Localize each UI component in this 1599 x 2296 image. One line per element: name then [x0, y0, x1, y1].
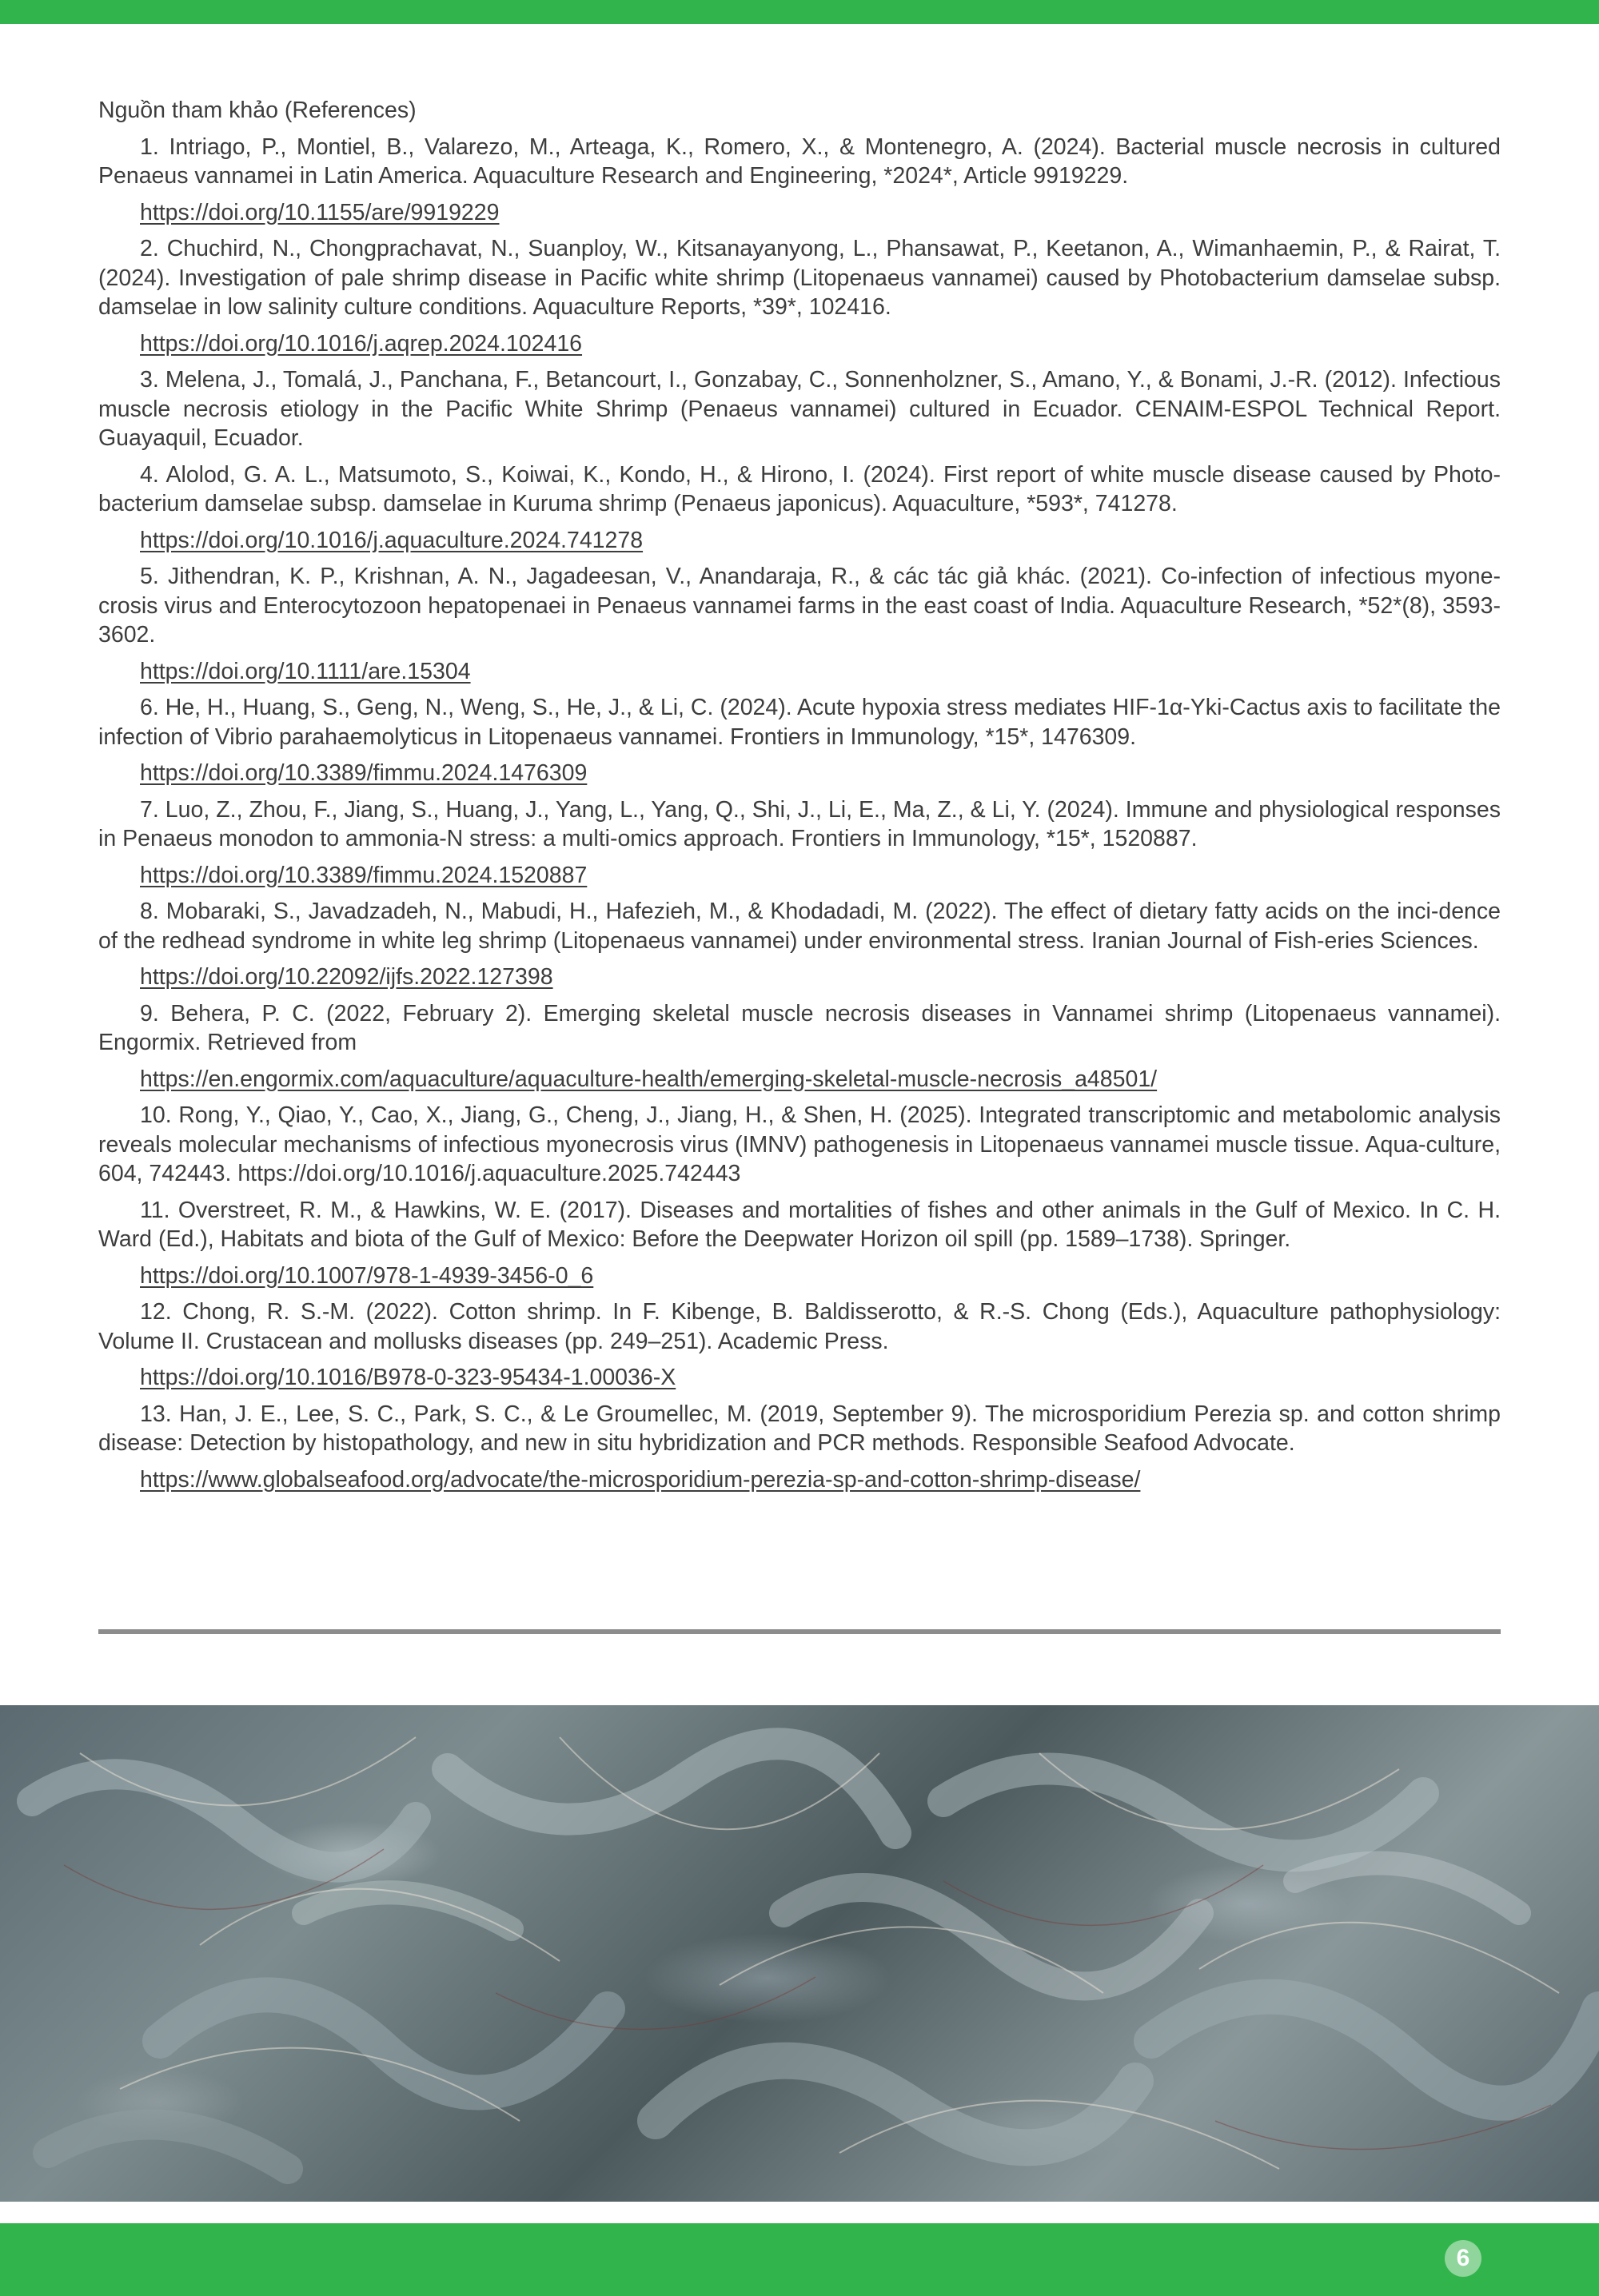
reference-link[interactable]: https://doi.org/10.1016/j.aquaculture.2024.741278 [140, 527, 644, 553]
shrimp-photo-art [0, 1705, 1599, 2202]
references-heading: Nguồn tham khảo (References) [98, 98, 417, 123]
reference-entry: 4. Alolod, G. A. L., Matsumoto, S., Koiwai, K., Kondo, H., & Hirono, I. (2024). First report of white muscle disease caused by Photo-bacterium damselae subsp. damselae in Kuruma shrimp (Penaeus japonicus). Aquaculture, *593*, 741278. [98, 461, 1501, 516]
reference-entry: 12. Chong, R. S.-M. (2022). Cotton shrimp. In F. Kibenge, B. Baldisserotto, & R.-S. Chong (Eds.), Aquaculture pathophysiology: Volume II. Crustacean and mollusks diseases (pp. 249–251). Academic Press. [98, 1299, 1501, 1354]
reference-entry: 1. Intriago, P., Montiel, B., Valarezo, M., Arteaga, K., Romero, X., & Montenegro, A. (2024). Bacterial muscle necrosis in cultured Penaeus vannamei in Latin America. Aquaculture Research and Engineering, *2024*, Article 9919229. [98, 134, 1501, 189]
reference-entry: 9. Behera, P. C. (2022, February 2). Emerging skeletal muscle necrosis diseases in Vannamei shrimp (Litopenaeus vannamei). Engormix. Retrieved from [98, 1000, 1501, 1055]
reference-entry: 2. Chuchird, N., Chongprachavat, N., Suanploy, W., Kitsanayanyong, L., Phansawat, P., Keetanon, A., Wimanhaemin, P., & Rairat, T. (2024). Investigation of pale shrimp disease in Pacific white shrimp (Litopenaeus vannamei) caused by Photobacterium damselae subsp. damselae in low salinity culture conditions. Aquaculture Reports, *39*, 102416. [98, 236, 1501, 320]
reference-link[interactable]: https://doi.org/10.1007/978-1-4939-3456-0_6 [140, 1262, 594, 1289]
reference-link[interactable]: https://www.globalseafood.org/advocate/the-microsporidium-perezia-sp-and-cotton-shrimp-disease/ [140, 1466, 1141, 1493]
reference-link[interactable]: https://doi.org/10.1016/j.aqrep.2024.102416 [140, 330, 583, 357]
reference-entry: 8. Mobaraki, S., Javadzadeh, N., Mabudi, H., Hafezieh, M., & Khodadadi, M. (2022). The effect of dietary fatty acids on the inci-dence of the redhead syndrome in white leg shrimp (Litopenaeus vannamei) under environmental stress. Iranian Journal of Fish-eries Sciences. [98, 899, 1501, 954]
reference-entry: 5. Jithendran, K. P., Krishnan, A. N., Jagadeesan, V., Anandaraja, R., & các tác giả khác. (2021). Co-infection of infectious myone-crosis virus and Enterocytozoon hepatopenaei in Penaeus vannamei farms in the east coast of India. Aquaculture Research, *52*(8), 3593-3602. [98, 564, 1501, 648]
reference-link[interactable]: https://doi.org/10.3389/fimmu.2024.1520887 [140, 862, 588, 888]
reference-link[interactable]: https://en.engormix.com/aquaculture/aquaculture-health/emerging-skeletal-muscle-necrosis_a48501/ [140, 1066, 1158, 1092]
reference-link[interactable]: https://doi.org/10.1111/are.15304 [140, 658, 471, 684]
reference-link[interactable]: https://doi.org/10.1016/B978-0-323-95434-1.00036-X [140, 1365, 676, 1390]
references-list [98, 133, 1501, 1495]
shrimp-photo [0, 1705, 1599, 2202]
reference-entry: 3. Melena, J., Tomalá, J., Panchana, F., Betancourt, I., Gonzabay, C., Sonnenholzner, S., Amano, Y., & Bonami, J.-R. (2012). Infectious muscle necrosis etiology in the Pacific White Shrimp (Penaeus vannamei) cultured in Ecuador. CENAIM-ESPOL Technical Report. Guayaquil, Ecuador. [98, 367, 1501, 451]
bottom-green-bar [0, 2223, 1599, 2296]
reference-entry: 10. Rong, Y., Qiao, Y., Cao, X., Jiang, G., Cheng, J., Jiang, H., & Shen, H. (2025). Integrated transcriptomic and metabolomic analysis reveals molecular mechanisms of infectious myonecrosis virus (IMNV) pathogenesis in Litopenaeus vannamei muscle tissue. Aqua-culture, 604, 742443. https://doi.org/10.1016/j.aquaculture.2025.742443 [98, 1102, 1501, 1186]
reference-entry: 6. He, H., Huang, S., Geng, N., Weng, S., He, J., & Li, C. (2024). Acute hypoxia stress mediates HIF-1α-Yki-Cactus axis to facilitate the infection of Vibrio parahaemolyticus in Litopenaeus vannamei. Frontiers in Immunology, *15*, 1476309. [98, 695, 1501, 750]
reference-link[interactable]: https://doi.org/10.3389/fimmu.2024.1476309 [140, 760, 588, 786]
section-divider [98, 1629, 1501, 1634]
reference-entry: 7. Luo, Z., Zhou, F., Jiang, S., Huang, J., Yang, L., Yang, Q., Shi, J., Li, E., Ma, Z., & Li, Y. (2024). Immune and physiological responses in Penaeus monodon to ammonia-N stress: a multi-omics approach. Frontiers in Immunology, *15*, 1520887. [98, 796, 1501, 851]
page-number-badge: 6 [1445, 2240, 1481, 2277]
reference-link[interactable]: https://doi.org/10.22092/ijfs.2022.127398 [140, 964, 553, 990]
reference-link[interactable]: https://doi.org/10.1155/are/9919229 [140, 199, 500, 225]
reference-entry: 11. Overstreet, R. M., & Hawkins, W. E. (2017). Diseases and mortalities of fishes and other animals in the Gulf of Mexico. In C. H. Ward (Ed.), Habitats and biota of the Gulf of Mexico: Before the Deepwater Horizon oil spill (pp. 1589–1738). Springer. [98, 1197, 1501, 1252]
top-green-bar [0, 0, 1599, 24]
reference-entry: 13. Han, J. E., Lee, S. C., Park, S. C., & Le Groumellec, M. (2019, September 9). The microsporidium Perezia sp. and cotton shrimp disease: Detection by histopathology, and new in situ hybridization and PCR methods. Responsible Seafood Advocate. [98, 1401, 1501, 1456]
references-section [98, 96, 1501, 1501]
